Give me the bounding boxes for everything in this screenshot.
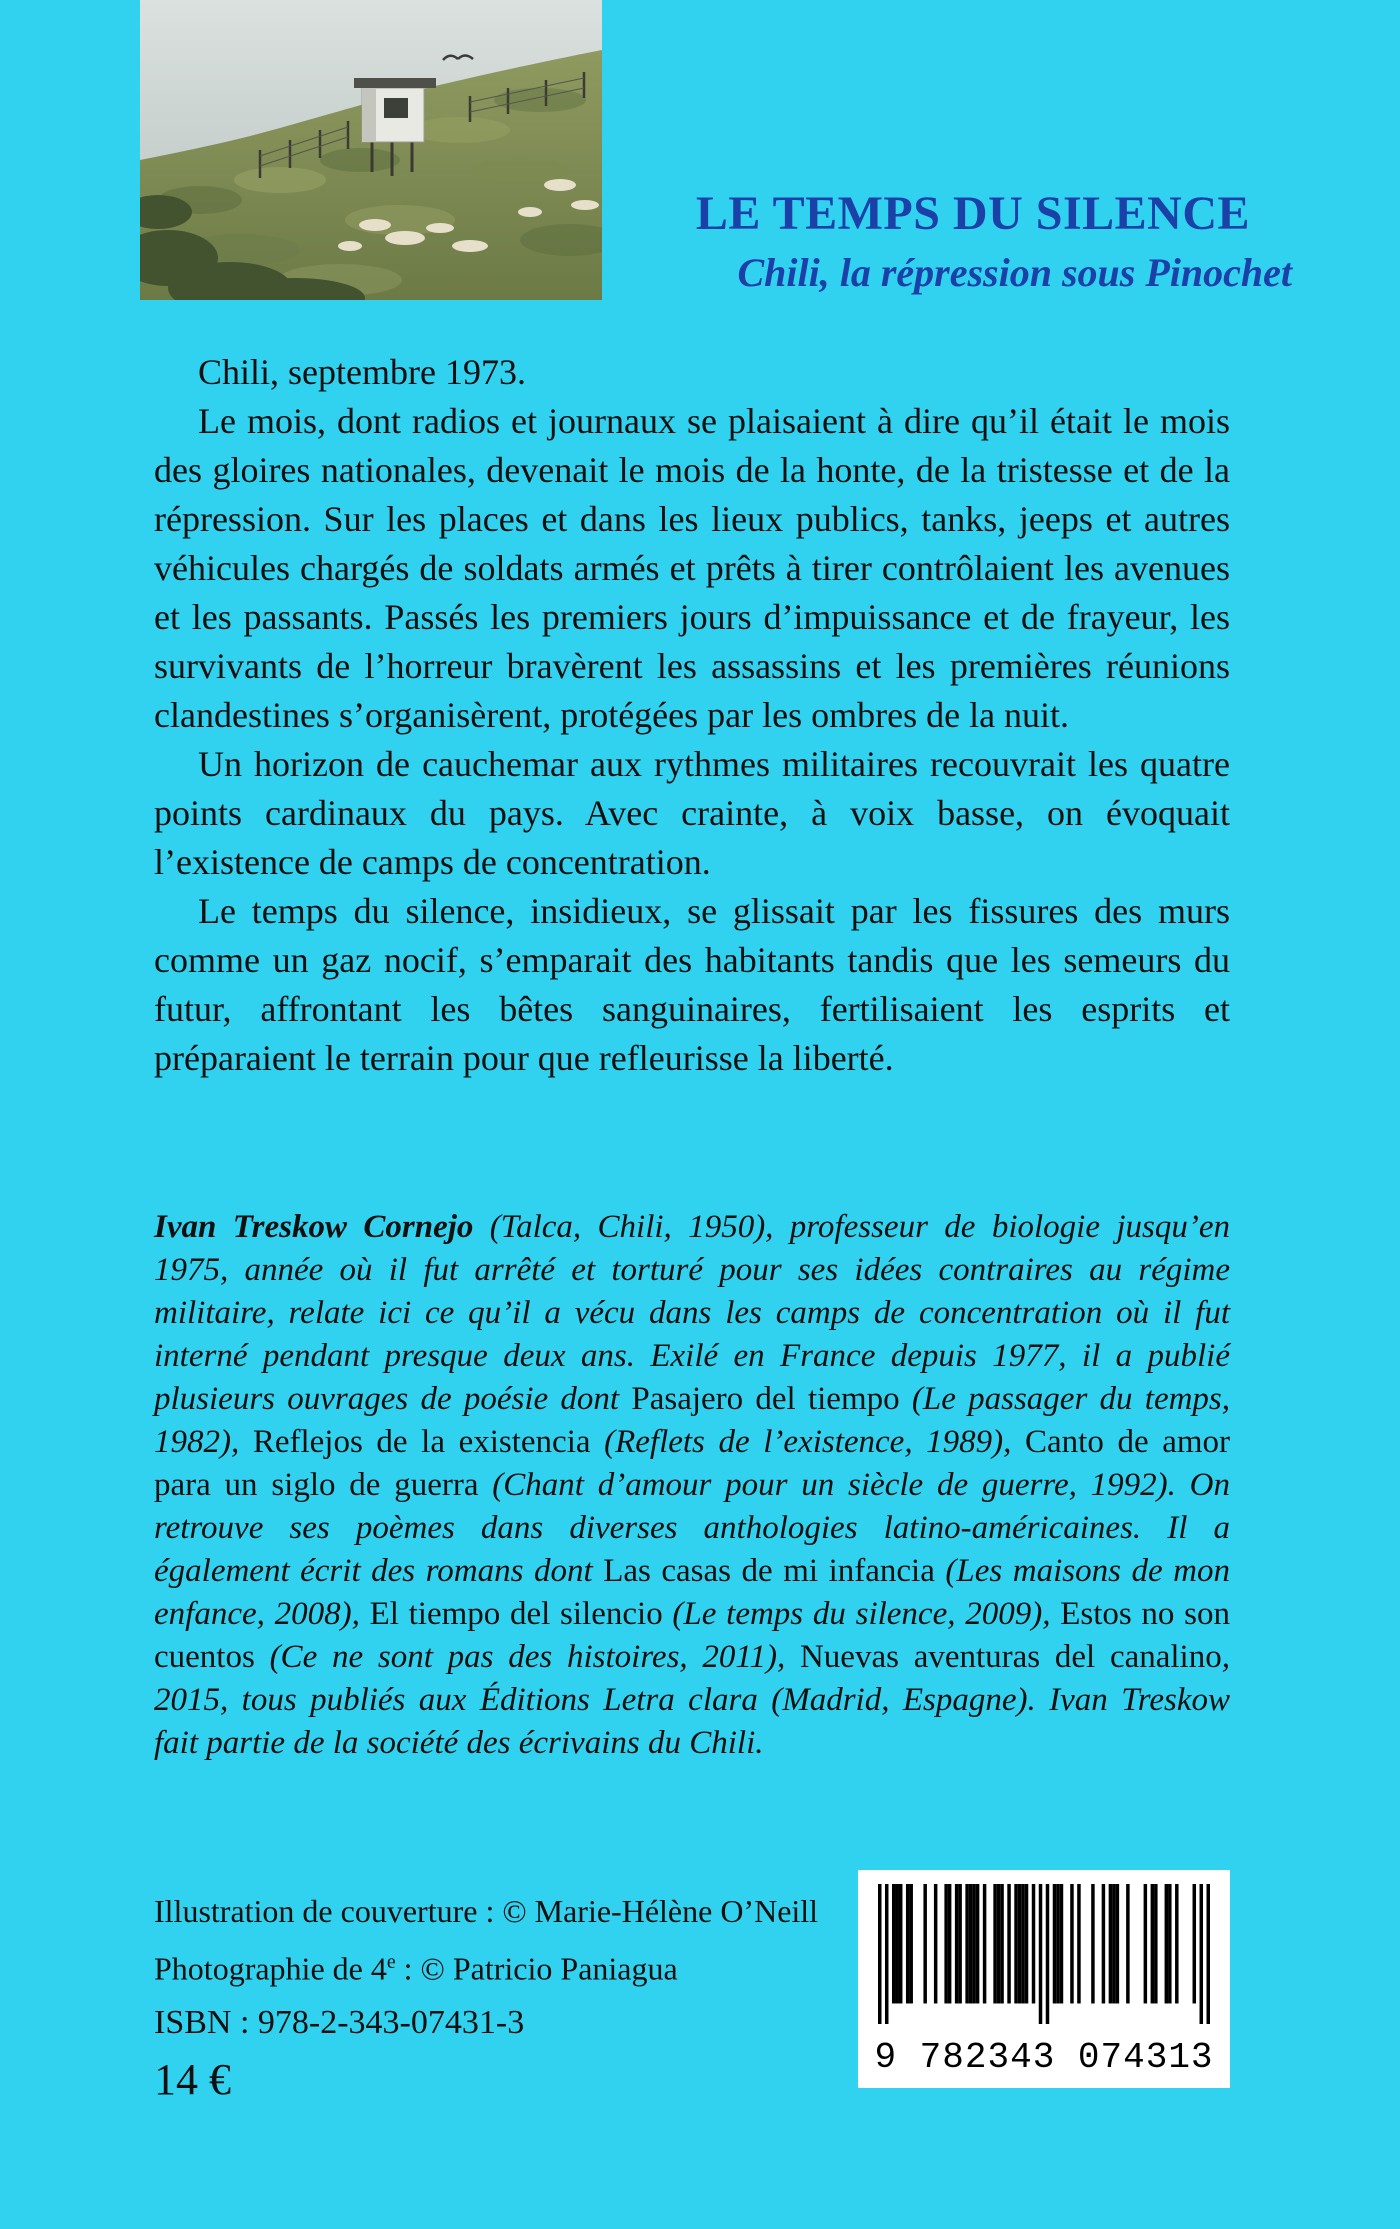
bio-segment: Ivan Treskow Cornejo [154,1209,474,1245]
photo-credit-suffix: : © Patricio Paniagua [395,1950,678,1987]
photo-credit-prefix: Photographie de 4 [154,1950,387,1987]
title-block [696,188,1292,295]
bio-segment: Nuevas aventuras del canalino [799,1639,1222,1675]
barcode [858,1870,1230,2088]
bio-text [154,1206,1230,1765]
bio-segment: (Ce ne sont pas des histoires, 2011), [254,1639,800,1675]
bio-segment: Pasajero del tiempo [631,1381,900,1417]
bio-segment: (Le passager du temps, 1982), [154,1381,1231,1460]
photo-credit-sup: e [386,1951,396,1973]
credits [154,1886,818,1995]
synopsis-paragraph: Un horizon de cauchemar aux rythmes militaires recouvrait les quatre points cardinaux du pays. Avec crainte, à voix basse, on évoquait l’existence de camps de concentration. [154,744,1230,882]
cover-photograph [140,0,602,300]
bio-segment: (Reflets de l’existence, 1989), [590,1424,1026,1460]
photo-credit [154,1937,818,1995]
bio-segment: (Le temps du silence, 2009), [662,1596,1061,1632]
synopsis-paragraph: Le temps du silence, insidieux, se glissait par les fissures des murs comme un gaz nocif, s’emparait des habitants tandis que les semeurs du futur, affrontant les bêtes sanguinaires, fertilisaient les esprits et préparaient le terrain pour que refleurisse la liberté. [154,891,1230,1078]
synopsis-paragraph: Le mois, dont radios et journaux se plaisaient à dire qu’il était le mois des gloires nationales, devenait le mois de la honte, de la tristesse et de la répression. Sur les places et dans les lieux publics, tanks, jeeps et autres véhicules chargés de soldats armés et prêts à tirer contrôlaient les avenues et les passants. Passés les premiers jours d’impuissance et de frayeur, les survivants de l’horreur bravèrent les assassins et les premières réunions clandestines s’organisèrent, protégées par les ombres de la nuit. [154,401,1230,735]
author-bio [154,1206,1230,1765]
book-subtitle: Chili, la répression sous Pinochet [737,249,1292,295]
bio-segment: Estos no son cuentos [154,1596,1231,1675]
synopsis-paragraph: Chili, septembre 1973. [198,352,526,392]
bio-segment: , 2015, tous publiés aux Éditions Letra clara (Madrid, Espagne). Ivan Treskow fait partie de la société des écrivains du Chili. [154,1639,1230,1761]
bio-segment: Reflejos de la existencia [252,1424,591,1460]
bio-segment: (Les maisons de mon enfance, 2008), [154,1553,1230,1632]
barcode-bars [878,1884,1210,2024]
synopsis [154,348,1230,1083]
isbn-text: ISBN : 978-2-343-07431-3 [154,2004,525,2041]
bio-segment: El tiempo del silencio [369,1596,663,1632]
bio-segment: (Talca, Chili, 1950), professeur de biologie jusqu’en 1975, année où il fut arrêté et torturé pour ses idées contraires au régime militaire, relate ici ce qu’il a vécu dans les camps de concentration où il fut interné pendant presque deux ans. Exilé en France depuis 1977, il a publié plusieurs ouvrages de poésie dont [154,1209,1231,1417]
book-title: LE TEMPS DU SILENCE [695,187,1250,240]
illustration-credit: Illustration de couverture : © Marie-Hélène O’Neill [154,1893,819,1929]
bio-segment: Canto de amor para un siglo de guerra [154,1424,1230,1503]
price-text: 14 € [154,2055,231,2104]
bio-segment: (Chant d’amour pour un siècle de guerre, 1992). On retrouve ses poèmes dans diverses anthologies latino-américaines. Il a également écrit des romans dont [154,1467,1231,1589]
barcode-number: 9 782343 074313 [874,2037,1214,2078]
bio-segment: Las casas de mi infancia [603,1553,935,1589]
